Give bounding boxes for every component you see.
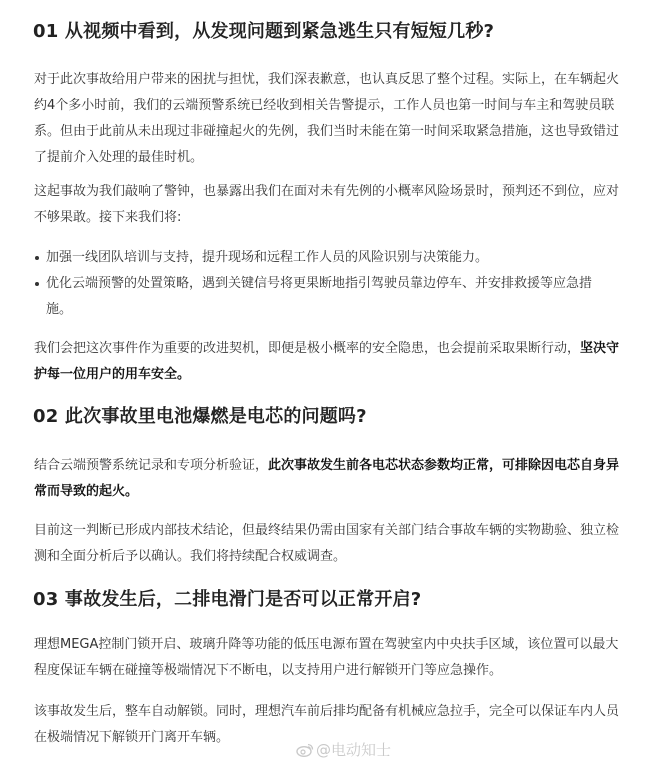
section-1-paragraph-3-text: 我们会把这次事件作为重要的改进契机，即便是极小概率的安全隐患，也会提前采取果断行动，	[34, 341, 581, 356]
list-item: 加强一线团队培训与支持，提升现场和远程工作人员的风险识别与决策能力。	[34, 245, 604, 271]
watermark-text: @电动知士	[316, 741, 392, 759]
section-3-paragraph-2: 该事故发生后，整车自动解锁。同时，理想汽车前后排均配备有机械应急拉手，完全可以保证车内人员在极端情况下解锁开门离开车辆。	[34, 704, 620, 745]
section-1-bullet-list	[34, 245, 604, 323]
section-3-paragraph-1: 理想MEGA控制门锁开启、玻璃升降等功能的低压电源布置在驾驶室内中央扶手区域，该位置可以最大程度保证车辆在碰撞等极端情况下不断电，以支持用户进行解锁开门等应急操作。	[34, 637, 619, 678]
section-2-heading: 02 此次事故里电池爆燃是电芯的问题吗?	[33, 406, 367, 427]
watermark	[296, 739, 391, 760]
section-3-heading: 03 事故发生后，二排电滑门是否可以正常开启?	[33, 589, 422, 610]
section-1-paragraph-2: 这起事故为我们敲响了警钟，也暴露出我们在面对未有先例的小概率风险场景时，预判还不到位，应对不够果敢。接下来我们将:	[34, 184, 620, 225]
section-2-paragraph-1	[34, 453, 626, 505]
section-2-paragraph-2: 目前这一判断已形成内部技术结论，但最终结果仍需由国家有关部门结合事故车辆的实物勘验、独立检测和全面分析后予以确认。我们将持续配合权威调查。	[34, 523, 620, 564]
section-2-paragraph-1-text: 结合云端预警系统记录和专项分析验证，	[34, 458, 269, 473]
list-item: 优化云端预警的处置策略，遇到关键信号将更果断地指引驾驶员靠边停车、并安排救援等应急措施。	[34, 271, 604, 323]
section-1-paragraph-1: 对于此次事故给用户带来的困扰与担忧，我们深表歉意，也认真反思了整个过程。实际上，在车辆起火约4个多小时前，我们的云端预警系统已经收到相关告警提示，工作人员也第一时间与车主和驾驶员联系。但由于此前从未出现过非碰撞起火的先例，我们当时未能在第一时间采取紧急措施，这也导致错过了提前介入处理的最佳时机。	[34, 72, 620, 165]
section-2-paragraph-1-bold: 此次事故发生前各电芯状态参数均正常，可排除因电芯自身异常而导致的起火。	[34, 458, 620, 499]
section-1-paragraph-3	[34, 336, 626, 388]
section-1-paragraph-3-bold: 坚决守护每一位用户的用车安全。	[34, 341, 620, 382]
section-1-heading: 01 从视频中看到，从发现问题到紧急逃生只有短短几秒?	[33, 21, 495, 42]
weibo-icon	[296, 743, 314, 757]
